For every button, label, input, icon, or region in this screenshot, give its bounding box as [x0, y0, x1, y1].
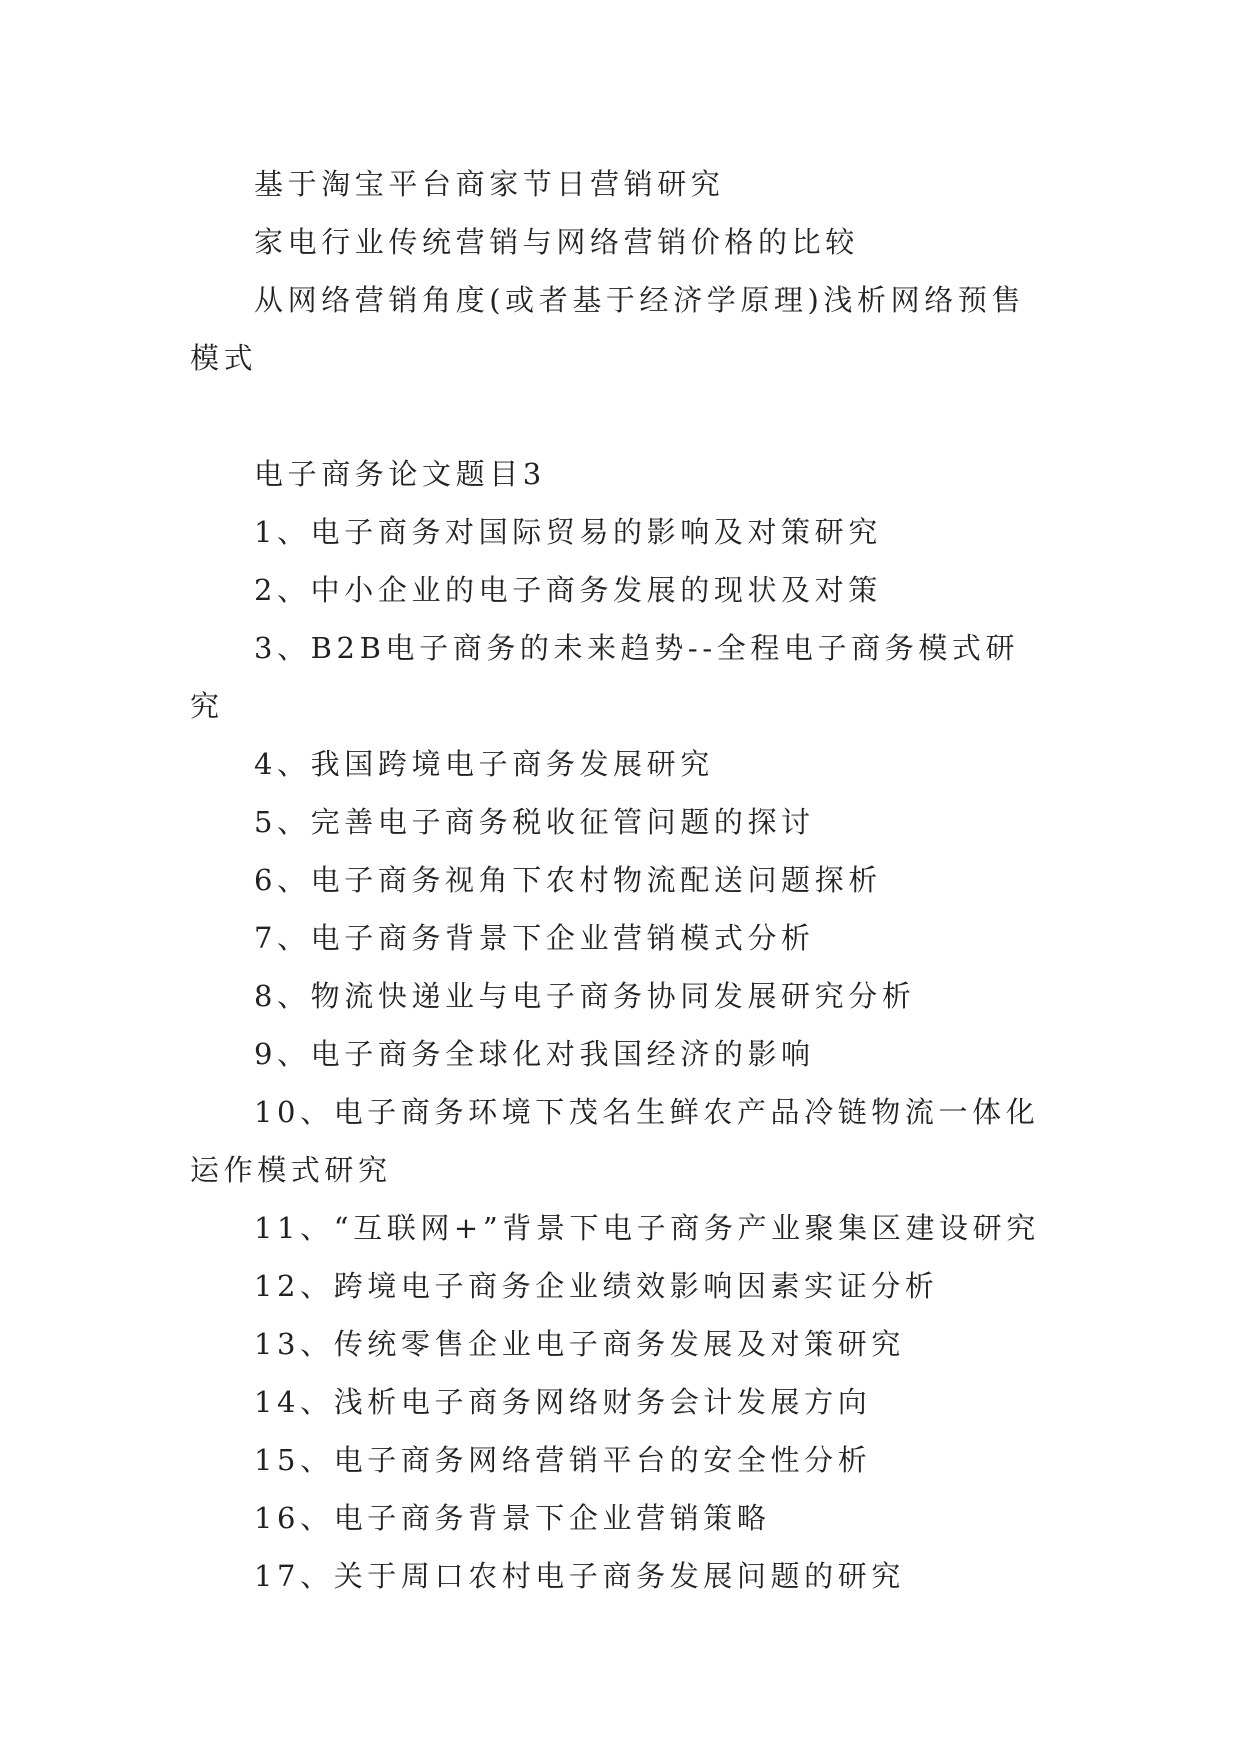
list-item: 5、完善电子商务税收征管问题的探讨: [254, 805, 815, 839]
list-item: 15、电子商务网络营销平台的安全性分析: [254, 1443, 872, 1477]
topic-section: [190, 445, 1050, 1605]
list-item: 4、我国跨境电子商务发展研究: [254, 747, 714, 781]
topic-paragraph: 从网络营销角度(或者基于经济学原理)浅析网络预售模式: [190, 283, 1026, 375]
list-item: 6、电子商务视角下农村物流配送问题探析: [254, 863, 882, 897]
list-item: 10、电子商务环境下茂名生鲜农产品冷链物流一体化运作模式研究: [190, 1095, 1040, 1187]
section-heading: 电子商务论文题目3: [254, 457, 546, 491]
topic-paragraph: 基于淘宝平台商家节日营销研究: [254, 167, 725, 201]
list-item: 3、B2B电子商务的未来趋势--全程电子商务模式研究: [190, 631, 1020, 723]
list-item: 2、中小企业的电子商务发展的现状及对策: [254, 573, 882, 607]
list-item: 12、跨境电子商务企业绩效影响因素实证分析: [254, 1269, 939, 1303]
intro-topics: [190, 155, 1050, 387]
list-item: 1、电子商务对国际贸易的影响及对策研究: [254, 515, 882, 549]
list-item: 8、物流快递业与电子商务协同发展研究分析: [254, 979, 916, 1013]
topic-paragraph: 家电行业传统营销与网络营销价格的比较: [254, 225, 859, 259]
list-item: 7、电子商务背景下企业营销模式分析: [254, 921, 815, 955]
topic-list: [190, 503, 1050, 1605]
list-item: 14、浅析电子商务网络财务会计发展方向: [254, 1385, 872, 1419]
list-item: 17、关于周口农村电子商务发展问题的研究: [254, 1559, 905, 1593]
list-item: 16、电子商务背景下企业营销策略: [254, 1501, 771, 1535]
list-item: 11、“互联网+”背景下电子商务产业聚集区建设研究: [254, 1211, 1040, 1245]
list-item: 9、电子商务全球化对我国经济的影响: [254, 1037, 815, 1071]
list-item: 13、传统零售企业电子商务发展及对策研究: [254, 1327, 905, 1361]
